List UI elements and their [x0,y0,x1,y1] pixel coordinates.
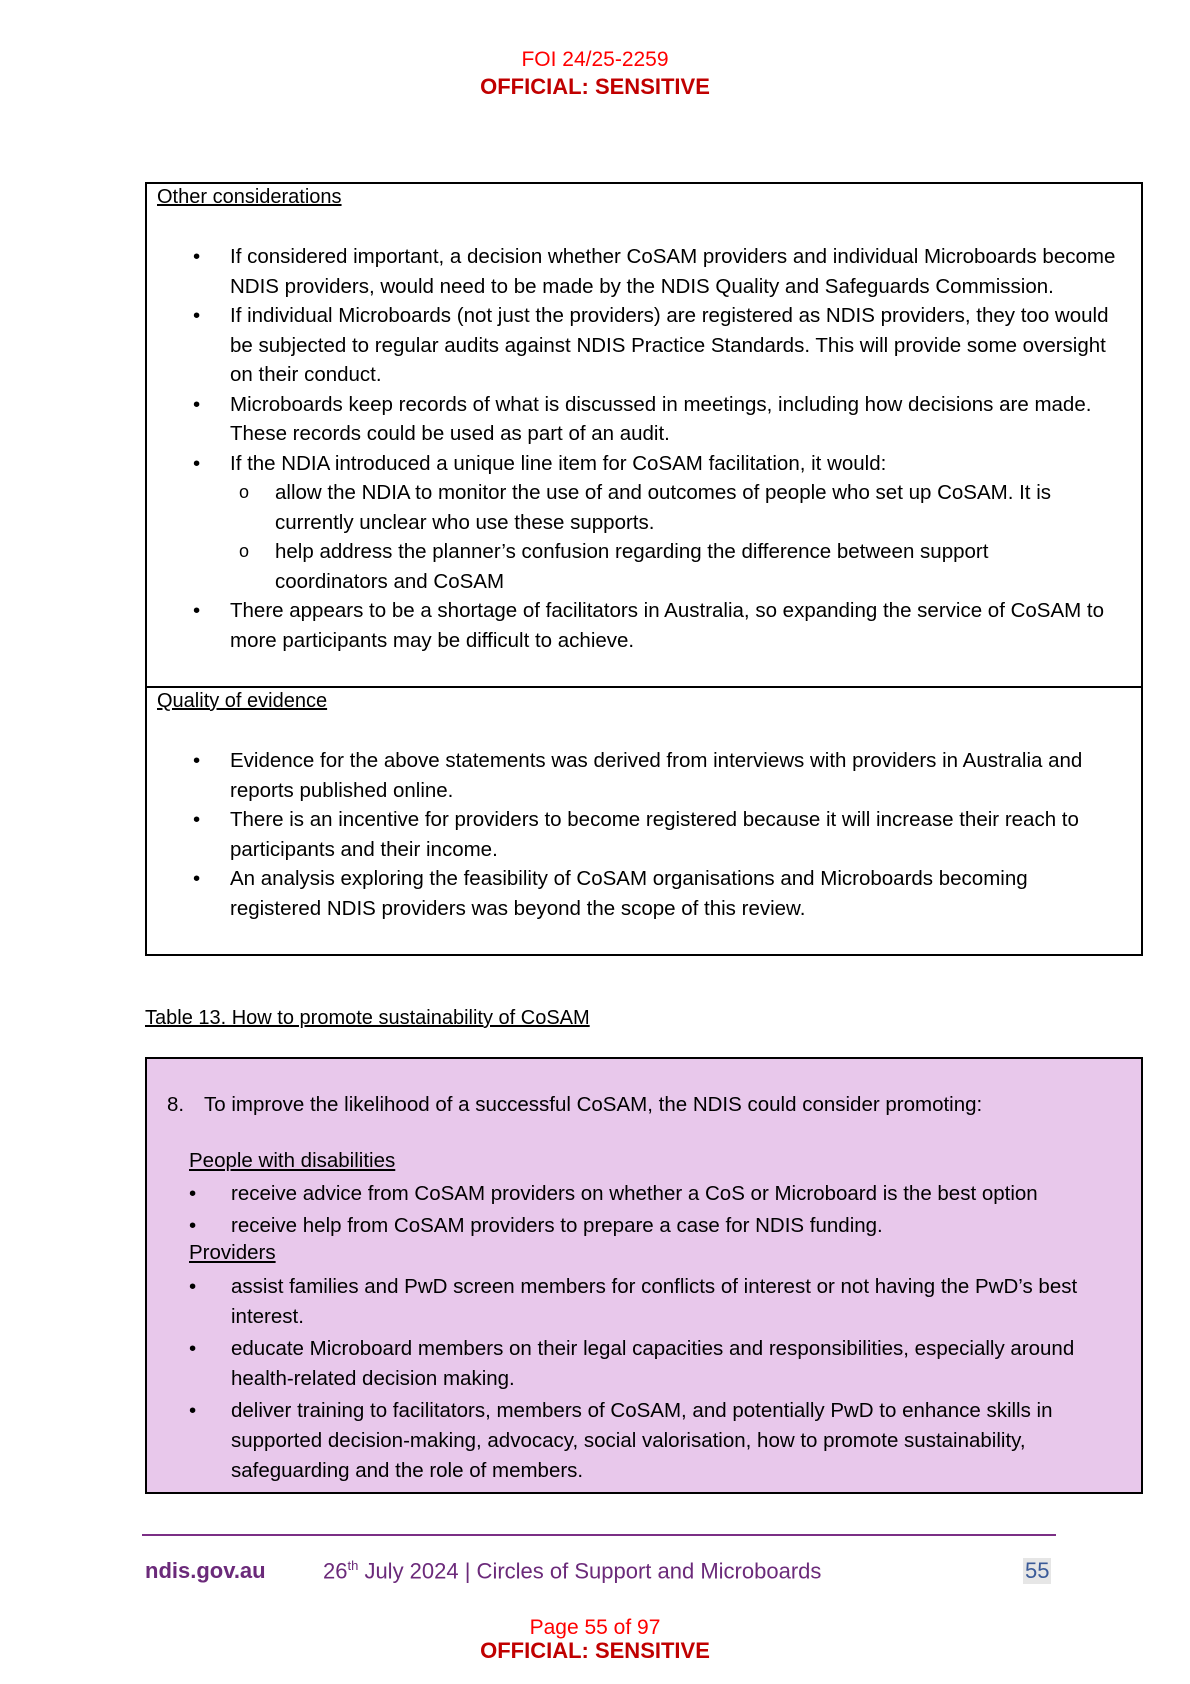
quality-of-evidence-cell [145,686,1143,956]
bullet-list [147,746,1141,923]
bullet-icon: • [193,392,201,416]
bullet-icon: • [193,808,201,831]
list-item: • If individual Microboards (not just the providers) are registered as NDIS providers, they too would be subjected to regular audits against NDIS Practice Standards. This will provide some oversight on their conduct. [147,301,1141,390]
sub-bullet-list [230,478,1123,596]
section-heading: Other considerations [157,186,342,208]
bullet-list [147,1272,1141,1488]
list-item: • There is an incentive for providers to become registered because it will increase their reach to participants and their income. [147,805,1141,864]
classification-header: OFFICIAL: SENSITIVE [480,74,710,99]
list-item: • An analysis exploring the feasibility of CoSAM organisations and Microboards becoming registered NDIS providers was beyond the scope of this review. [147,864,1141,923]
sub-list-item: o help address the planner’s confusion regarding the difference between support coordinators and CoSAM [230,537,1123,596]
bullet-list [147,242,1141,655]
table-13-cell [145,1057,1143,1494]
list-item: • There appears to be a shortage of facilitators in Australia, so expanding the service of CoSAM to more participants may be difficult to achieve. [147,596,1141,655]
section-heading: Quality of evidence [157,690,328,712]
circle-bullet-icon: o [239,482,250,502]
foi-reference: FOI 24/25-2259 [521,48,669,71]
classification-footer: OFFICIAL: SENSITIVE [480,1638,710,1663]
numbered-item [167,1089,1141,1120]
sub-list-item: o allow the NDIA to monitor the use of and outcomes of people who set up CoSAM. It is currently unclear who use these supports. [230,478,1123,537]
bullet-icon: • [189,1337,197,1360]
list-item: • If considered important, a decision whether CoSAM providers and individual Microboards become NDIS providers, would need to be made by the NDIS Quality and Safeguards Commission. [147,242,1141,301]
list-item: • receive help from CoSAM providers to prepare a case for NDIS funding. [147,1211,1141,1241]
group-heading: Providers [189,1241,276,1264]
bullet-icon: • [189,1214,197,1237]
footer-page-number: 55 [1025,1558,1050,1583]
list-item: • Microboards keep records of what is discussed in meetings, including how decisions are made. These records could be used as part of an audit. [147,390,1141,449]
page-of-count: Page 55 of 97 [529,1616,661,1639]
item-text: To improve the likelihood of a successful CoSAM, the NDIS could consider promoting: [204,1093,983,1116]
footer-document-title: 26th July 2024 | Circles of Support and Microboards [323,1558,822,1584]
footer-divider [142,1534,1056,1536]
list-item: • receive advice from CoSAM providers on whether a CoS or Microboard is the best option [147,1179,1141,1209]
list-item: • assist families and PwD screen members for conflicts of interest or not having the PwD’s best interest. [147,1272,1141,1332]
bullet-icon: • [193,245,201,268]
footer-site-link[interactable]: ndis.gov.au [145,1558,266,1583]
bullet-list [147,1179,1141,1243]
item-number: 8. [167,1093,185,1116]
list-item: • Evidence for the above statements was derived from interviews with providers in Australia and reports published online. [147,746,1141,805]
bullet-icon: • [193,304,201,327]
bullet-icon: • [193,749,201,772]
bullet-icon: • [189,1399,197,1422]
group-heading: People with disabilities [189,1149,396,1172]
bullet-icon: • [189,1182,197,1205]
list-item: • If the NDIA introduced a unique line item for CoSAM facilitation, it would: o allow the NDIA to monitor the use of and outcomes of people who set up CoSAM. It is currently unclear who use these supports. o help address the planner’s confusion regarding the difference between support coordinators and CoSAM [147,449,1141,597]
other-considerations-cell [145,182,1143,688]
table-caption: Table 13. How to promote sustainability of CoSAM [145,1007,590,1029]
list-item: • deliver training to facilitators, members of CoSAM, and potentially PwD to enhance skills in supported decision-making, advocacy, social valorisation, how to promote sustainability, safeguarding and the role of members. [147,1396,1141,1486]
bullet-icon: • [189,1275,197,1298]
list-item: • educate Microboard members on their legal capacities and responsibilities, especially around health-related decision making. [147,1334,1141,1394]
circle-bullet-icon: o [239,541,250,561]
bullet-icon: • [193,451,201,475]
bullet-icon: • [193,867,201,890]
bullet-icon: • [193,599,201,622]
